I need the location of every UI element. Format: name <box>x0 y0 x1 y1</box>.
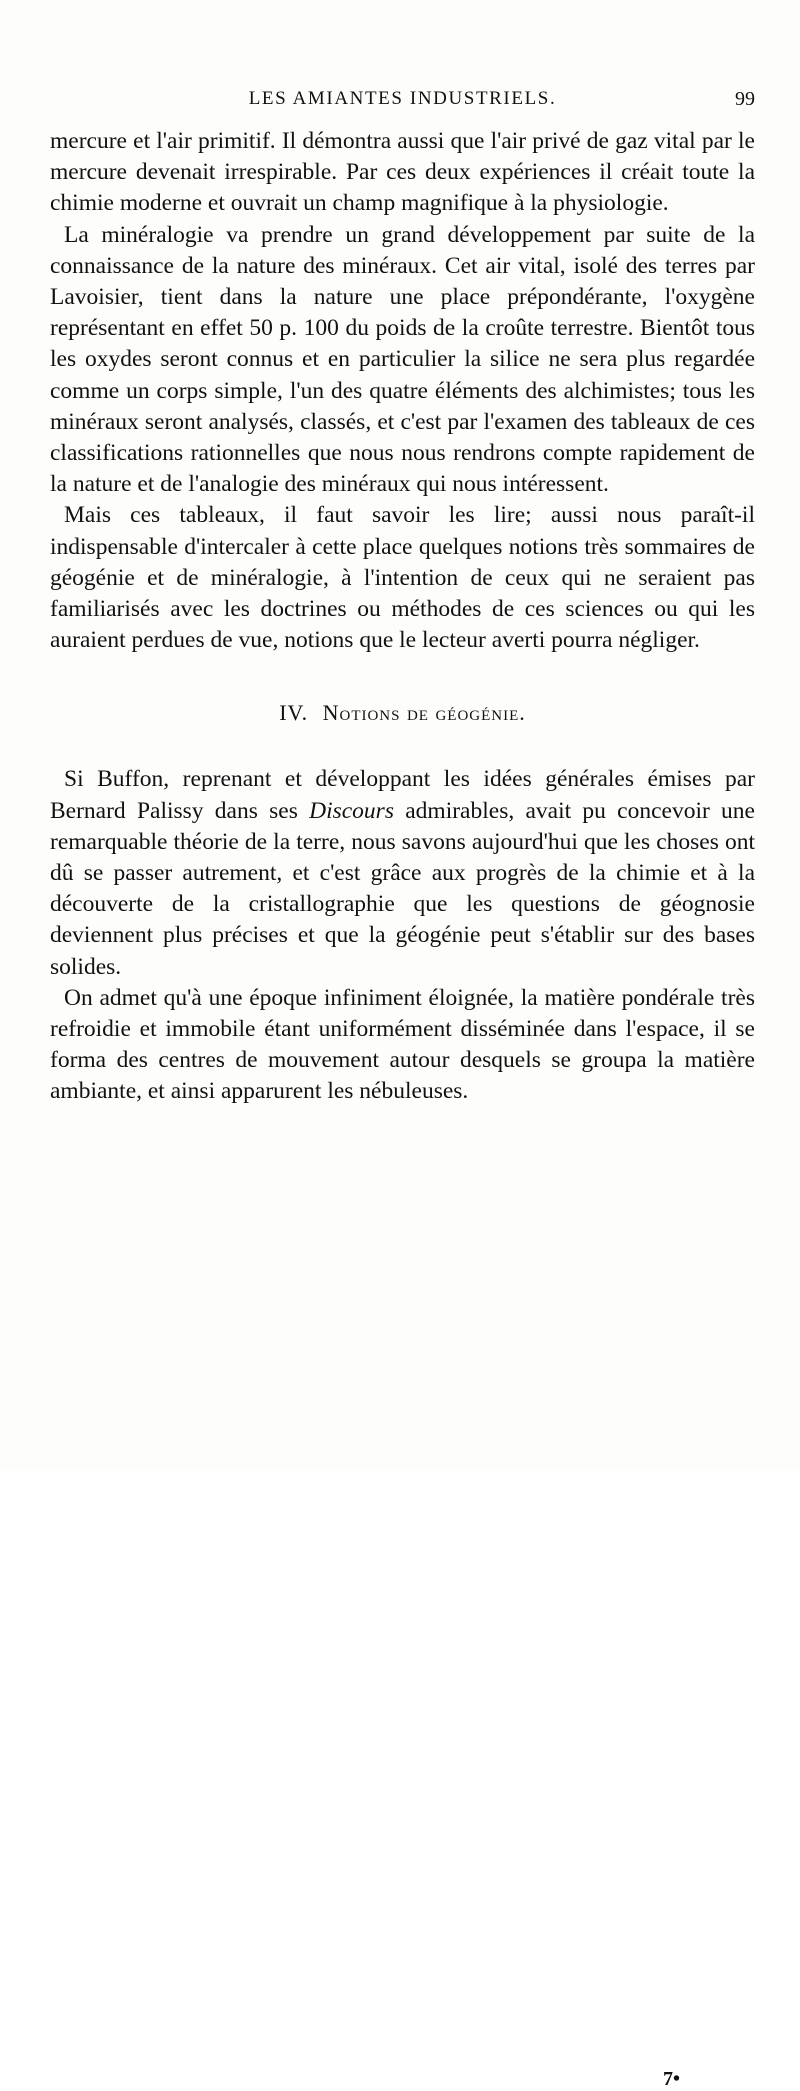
running-title: LES AMIANTES INDUSTRIELS. <box>248 88 557 109</box>
paragraph-buffon-start: Si Buffon, reprenant et développant les idées générales émises par Bernard Palissy dans ses <box>50 766 755 824</box>
paragraph-tableaux: Mais ces tableaux, il faut savoir les lire; aussi nous paraît-il indispensable d'intercaler à cette place quelques notions très sommaires de géogénie et de minéralogie, à l'intention de ceux qui ne seraient pas familiarisés avec les doctrines ou méthodes de ces sciences ou qui les auraient perdues de vue, notions que le lecteur averti pourra négliger. <box>50 502 755 654</box>
paragraph-mineralogie: La minéralogie va prendre un grand développement par suite de la connaissance de la nature des minéraux. Cet air vital, isolé des terres par Lavoisier, tient dans la nature une place prépondérante, l'oxygène représentant en effet 50 p. 100 du poids de la croûte terrestre. Bientôt tous les oxydes seront connus et en particulier la silice ne sera plus regardée comme un corps simple, l'un des quatre éléments des alchimistes; tous les minéraux seront analysés, classés, et c'est par l'examen des tableaux de ces classifications rationnelles que nous nous rendrons compte rapidement de la nature et de l'analogie des minéraux qui nous intéressent. <box>50 221 755 498</box>
discours-italic: Discours <box>309 797 394 824</box>
paragraph-buffon <box>50 764 755 982</box>
section-heading <box>50 700 755 726</box>
page-header <box>50 84 755 116</box>
signature-mark: 7• <box>662 2068 680 2090</box>
paragraph-buffon-end: admirables, avait pu concevoir une remarquable théorie de la terre, nous savons aujourd'hui que les choses ont dû se passer autrement, et c'est grâce aux progrès de la chimie et à la découverte de la cristallographie que les questions de géognosie deviennent plus précises et que la géogénie peut s'établir sur des bases solides. <box>50 797 755 980</box>
paragraph-continued: mercure et l'air primitif. Il démontra aussi que l'air privé de gaz vital par le mercure devenait irrespirable. Par ces deux expériences il créait toute la chimie moderne et ouvrait un champ magnifique à la physiologie. <box>50 128 755 217</box>
page-number: 99 <box>735 88 755 110</box>
section-number: IV. <box>279 700 309 726</box>
body-text <box>50 126 755 1108</box>
paragraph-nebuleuses: On admet qu'à une époque infiniment éloignée, la matière pondérale très refroidie et immobile étant uniformément disséminée dans l'espace, il se forma des centres de mouvement autour desquels se groupa la matière ambiante, et ainsi apparurent les nébuleuses. <box>50 984 755 1105</box>
section-title: Notions de géogénie. <box>322 700 526 726</box>
